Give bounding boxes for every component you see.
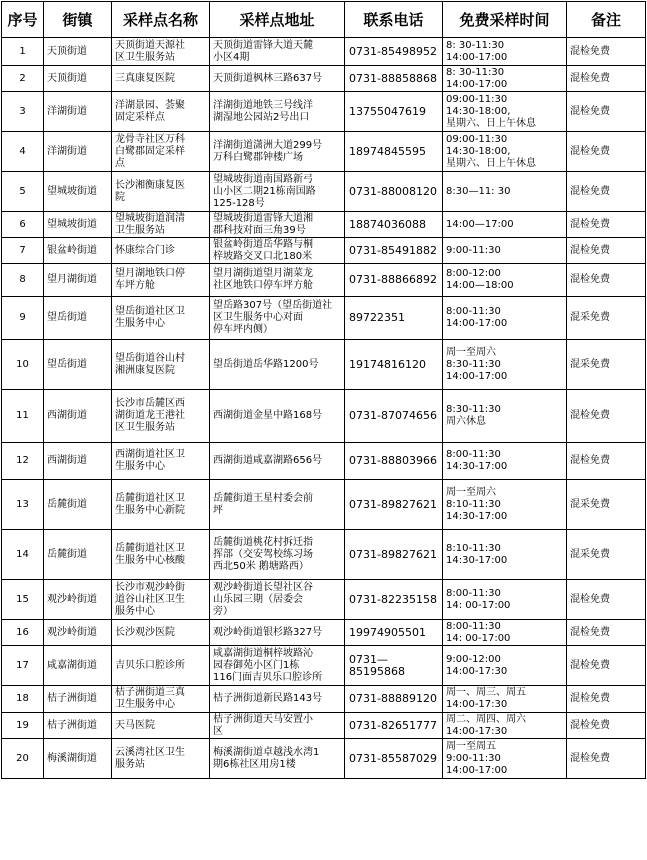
- street-cell: 桔子洲街道: [44, 713, 112, 739]
- street-cell: 望月湖街道: [44, 264, 112, 297]
- phone-cell: 19174816120: [345, 340, 443, 390]
- table-row: [2, 739, 646, 779]
- address-cell-line: 梅溪湖街道卓越浅水湾1: [213, 746, 320, 758]
- site-name-cell: [112, 38, 210, 66]
- time-cell-line: 14:00-17:00: [446, 78, 508, 90]
- site-name-cell: [112, 443, 210, 480]
- address-cell-line: 观沙岭街道长望社区谷: [213, 581, 313, 593]
- address-cell: [210, 646, 345, 686]
- time-cell-line: 周六休息: [446, 416, 486, 427]
- row-number: 17: [2, 646, 44, 686]
- address-cell: [210, 580, 345, 620]
- note-cell: 混检免费: [567, 646, 646, 686]
- street-cell: 咸嘉湖街道: [44, 646, 112, 686]
- table-row: [2, 297, 646, 340]
- site-name-cell-line: 桔子洲街道三真: [115, 687, 185, 698]
- site-name-cell-line: 区卫生服务站: [115, 422, 175, 433]
- note-cell: 混检免费: [567, 66, 646, 92]
- time-cell-line: 14:00-17:30: [446, 699, 508, 710]
- phone-cell: 19974905501: [345, 620, 443, 646]
- phone-cell: 13755047619: [345, 92, 443, 132]
- time-cell: [443, 297, 567, 340]
- address-cell-line: 桔子洲街道天马安置小: [213, 713, 313, 725]
- site-name-cell-line: 吉贝乐口腔诊所: [115, 659, 185, 671]
- note-cell: 混检免费: [567, 92, 646, 132]
- site-name-cell: [112, 739, 210, 779]
- row-number: 12: [2, 443, 44, 480]
- address-cell-line: 挥部（交安驾校练习场: [213, 548, 313, 560]
- time-cell: [443, 390, 567, 443]
- row-number: 6: [2, 212, 44, 238]
- site-name-cell-line: 岳麓街道社区卫: [115, 542, 185, 554]
- row-number: 2: [2, 66, 44, 92]
- note-cell: 混采免费: [567, 340, 646, 390]
- address-cell-line: 望月湖街道望月湖菜龙: [213, 268, 313, 279]
- header-address: 采样点地址: [210, 2, 345, 38]
- time-cell-line: 8:10-11:30: [446, 542, 501, 554]
- time-cell-line: 09:00-11:30: [446, 93, 508, 105]
- address-cell-line: 万科白鹭郡钟楼广场: [213, 151, 303, 163]
- phone-cell: 0731-88858868: [345, 66, 443, 92]
- note-cell: 混采免费: [567, 530, 646, 580]
- sampling-sites-table: [1, 1, 646, 779]
- address-cell: [210, 38, 345, 66]
- street-cell: 梅溪湖街道: [44, 739, 112, 779]
- table-row: [2, 620, 646, 646]
- site-name-cell-line: 服务站: [115, 758, 145, 770]
- time-cell-line: 14:00—18:00: [446, 280, 514, 291]
- time-cell-line: 14:00-17:30: [446, 725, 508, 737]
- site-name-cell-line: 卫生服务站: [115, 224, 165, 236]
- street-cell: 洋湖街道: [44, 132, 112, 172]
- time-cell-line: 8: 30-11:30: [446, 39, 505, 51]
- phone-cell: 0731-88008120: [345, 172, 443, 212]
- address-cell-line: 望岳路307号（望岳街道社: [213, 300, 333, 311]
- note-cell: 混检免费: [567, 580, 646, 620]
- time-cell-line: 8: 30-11:30: [446, 66, 505, 78]
- time-cell-line: 8:00-11:30: [446, 306, 501, 317]
- site-name-cell-line: 长沙市观沙岭街: [115, 581, 185, 593]
- row-number: 4: [2, 132, 44, 172]
- note-cell: 混检免费: [567, 212, 646, 238]
- phone-cell: 0731-88803966: [345, 443, 443, 480]
- street-cell: 西湖街道: [44, 443, 112, 480]
- time-cell: [443, 739, 567, 779]
- address-cell-line: 区: [213, 725, 223, 737]
- address-cell-line: 社区地铁口停车坪方舱: [213, 280, 313, 291]
- site-name-cell-line: 天马医院: [115, 719, 155, 731]
- time-cell-line: 14:30-18:00,: [446, 145, 511, 157]
- time-cell: [443, 530, 567, 580]
- address-cell-line: 岳麓街道王星村委会前: [213, 492, 313, 504]
- phone-cell: 0731-85491882: [345, 238, 443, 264]
- time-cell-line: 8:00-11:30: [446, 449, 501, 460]
- address-cell-line: 山小区二期21栋南国路: [213, 185, 316, 197]
- site-name-cell-line: 点: [115, 157, 125, 169]
- address-cell: [210, 132, 345, 172]
- site-name-cell-line: 长沙湘衡康复医: [115, 179, 185, 191]
- table-row: [2, 390, 646, 443]
- time-cell-line: 09:00-11:30: [446, 133, 508, 145]
- address-cell-line: 望岳街道岳华路1200号: [213, 358, 319, 370]
- address-cell-line: 116门面吉贝乐口腔诊所: [213, 671, 323, 683]
- address-cell-line: 旁）: [213, 605, 233, 617]
- site-name-cell-line: 云溪湾社区卫生: [115, 746, 185, 758]
- table-row: [2, 132, 646, 172]
- street-cell: 岳麓街道: [44, 530, 112, 580]
- address-cell: [210, 390, 345, 443]
- site-name-cell: [112, 238, 210, 264]
- header-street: 街镇: [44, 2, 112, 38]
- header-no: 序号: [2, 2, 44, 38]
- site-name-cell: [112, 713, 210, 739]
- table-header-row: [2, 2, 646, 38]
- table-row: [2, 530, 646, 580]
- street-cell: 观沙岭街道: [44, 580, 112, 620]
- street-cell: 银盆岭街道: [44, 238, 112, 264]
- address-cell-line: 望城坡街道雷锋大道湘: [213, 212, 313, 224]
- time-cell-line: 14:00-17:00: [446, 318, 508, 329]
- table-row: [2, 580, 646, 620]
- address-cell-line: 岳麓街道桃花村拆迁指: [213, 536, 313, 548]
- table-row: [2, 713, 646, 739]
- note-cell: 混采免费: [567, 480, 646, 530]
- time-cell-line: 14:30-17:00: [446, 554, 508, 566]
- street-cell: 望城坡街道: [44, 212, 112, 238]
- phone-cell: 0731-82651777: [345, 713, 443, 739]
- site-name-cell: [112, 646, 210, 686]
- site-name-cell-line: 生服务中心核酸: [115, 554, 185, 566]
- site-name-cell: [112, 480, 210, 530]
- street-cell: 望城坡街道: [44, 172, 112, 212]
- phone-cell: 0731-85498952: [345, 38, 443, 66]
- address-cell-line: 园春御苑小区门1栋: [213, 659, 300, 671]
- row-number: 3: [2, 92, 44, 132]
- phone-cell: 0731-85587029: [345, 739, 443, 779]
- time-cell: [443, 620, 567, 646]
- time-cell-line: 14:00-17:00: [446, 370, 508, 382]
- site-name-cell: [112, 132, 210, 172]
- address-cell-line: 小区4期: [213, 51, 250, 63]
- time-cell-line: 9:00-11:30: [446, 244, 501, 256]
- address-cell: [210, 713, 345, 739]
- table-row: [2, 646, 646, 686]
- time-cell-line: 8:30-11:30: [446, 404, 501, 415]
- time-cell-line: 8:00-12:00: [446, 268, 501, 279]
- row-number: 16: [2, 620, 44, 646]
- time-cell: [443, 264, 567, 297]
- site-name-cell-line: 西湖街道社区卫: [115, 449, 185, 460]
- row-number: 5: [2, 172, 44, 212]
- site-name-cell-line: 洋湖景园、荟聚: [115, 99, 185, 111]
- site-name-cell-line: 望月湖地铁口停: [115, 268, 185, 279]
- site-name-cell-line: 道谷山社区卫生: [115, 593, 185, 605]
- address-cell-line: 银盆岭街道岳华路与桐: [213, 238, 313, 250]
- note-cell: 混检免费: [567, 38, 646, 66]
- phone-cell: 0731-82235158: [345, 580, 443, 620]
- address-cell-line: 桔子洲街道新民路143号: [213, 693, 323, 704]
- note-cell: 混检免费: [567, 620, 646, 646]
- site-name-cell: [112, 92, 210, 132]
- site-name-cell-line: 生服务中心新院: [115, 504, 185, 516]
- site-name-cell-line: 望岳街道社区卫: [115, 306, 185, 317]
- site-name-cell: [112, 172, 210, 212]
- time-cell-line: 周二、周四、周六: [446, 713, 526, 725]
- address-cell-line: 观沙岭街道银杉路327号: [213, 626, 323, 638]
- address-cell-line: 郡科技对面三角39号: [213, 224, 306, 236]
- site-name-cell-line: 怀康综合门诊: [115, 244, 175, 256]
- note-cell: 混检免费: [567, 686, 646, 713]
- site-name-cell-line: 区卫生服务站: [115, 51, 175, 63]
- address-cell-line: 西湖街道咸嘉湖路656号: [213, 455, 323, 466]
- street-cell: 桔子洲街道: [44, 686, 112, 713]
- time-cell: [443, 212, 567, 238]
- street-cell: 天顶街道: [44, 66, 112, 92]
- time-cell: [443, 340, 567, 390]
- time-cell-line: 星期六、日上午休息: [446, 157, 536, 169]
- site-name-cell-line: 服务中心: [115, 605, 155, 617]
- note-cell: 混检免费: [567, 739, 646, 779]
- site-name-cell: [112, 340, 210, 390]
- site-name-cell-line: 院: [115, 191, 125, 203]
- site-name-cell: [112, 297, 210, 340]
- street-cell: 观沙岭街道: [44, 620, 112, 646]
- time-cell: [443, 713, 567, 739]
- table-row: [2, 172, 646, 212]
- time-cell: [443, 132, 567, 172]
- sampling-sites-table-wrapper: [1, 1, 646, 779]
- site-name-cell-line: 湖街道龙王港社: [115, 410, 185, 421]
- table-row: [2, 92, 646, 132]
- time-cell: [443, 443, 567, 480]
- phone-cell: 18874036088: [345, 212, 443, 238]
- address-cell-line: 坪: [213, 504, 223, 516]
- site-name-cell-line: 白鹭郡固定采样: [115, 145, 185, 157]
- time-cell: [443, 66, 567, 92]
- time-cell: [443, 646, 567, 686]
- time-cell: [443, 92, 567, 132]
- row-number: 8: [2, 264, 44, 297]
- address-cell-line: 区卫生服务中心对面: [213, 312, 303, 323]
- table-row: [2, 66, 646, 92]
- street-cell: 岳麓街道: [44, 480, 112, 530]
- note-cell: 混检免费: [567, 172, 646, 212]
- row-number: 18: [2, 686, 44, 713]
- phone-cell: 0731-89827621: [345, 530, 443, 580]
- phone-cell: 0731-87074656: [345, 390, 443, 443]
- time-cell: [443, 172, 567, 212]
- address-cell-line: 梓坡路交叉口北180米: [213, 250, 313, 262]
- street-cell: 望岳街道: [44, 297, 112, 340]
- time-cell-line: 周一、周三、周五: [446, 687, 526, 698]
- header-time: 免费采样时间: [443, 2, 567, 38]
- site-name-cell-line: 车坪方舱: [115, 280, 155, 291]
- time-cell-line: 周一至周六: [446, 486, 496, 498]
- address-cell-line: 洋湖街道潇洲大道299号: [213, 139, 323, 151]
- time-cell-line: 14:30-17:00: [446, 510, 508, 522]
- address-cell-line: 洋湖街道地铁三号线洋: [213, 99, 313, 111]
- time-cell: [443, 580, 567, 620]
- site-name-cell: [112, 530, 210, 580]
- site-name-cell-line: 湘洲康复医院: [115, 364, 175, 376]
- time-cell-line: 14:00-17:00: [446, 51, 508, 63]
- time-cell: [443, 480, 567, 530]
- row-number: 10: [2, 340, 44, 390]
- note-cell: 混检免费: [567, 443, 646, 480]
- street-cell: 洋湖街道: [44, 92, 112, 132]
- site-name-cell: [112, 686, 210, 713]
- address-cell: [210, 620, 345, 646]
- street-cell: 西湖街道: [44, 390, 112, 443]
- table-row: [2, 443, 646, 480]
- table-row: [2, 686, 646, 713]
- time-cell-line: 14:00-17:00: [446, 764, 508, 776]
- address-cell-line: 西北50米 鹅塘路西）: [213, 560, 309, 572]
- note-cell: 混采免费: [567, 297, 646, 340]
- time-cell-line: 星期六、日上午休息: [446, 117, 536, 129]
- address-cell-line: 山乐园三期（居委会: [213, 593, 303, 605]
- time-cell-line: 14:00-17:30: [446, 665, 508, 677]
- address-cell-line: 西湖街道金星中路168号: [213, 410, 323, 421]
- note-cell: 混检免费: [567, 713, 646, 739]
- table-row: [2, 480, 646, 530]
- time-cell-line: 8:30—11: 30: [446, 185, 511, 197]
- site-name-cell-line: 生服务中心: [115, 461, 165, 472]
- site-name-cell: [112, 580, 210, 620]
- address-cell: [210, 480, 345, 530]
- address-cell-line: 望城坡街道南国路新弓: [213, 173, 313, 185]
- site-name-cell-line: 固定采样点: [115, 111, 165, 123]
- street-cell: 天顶街道: [44, 38, 112, 66]
- time-cell-line: 14:00—17:00: [446, 218, 514, 230]
- time-cell-line: 8:10-11:30: [446, 498, 501, 510]
- note-cell: 混检免费: [567, 264, 646, 297]
- site-name-cell-line: 岳麓街道社区卫: [115, 492, 185, 504]
- time-cell-line: 8:00-11:30: [446, 620, 501, 632]
- phone-cell: 0731-88889120: [345, 686, 443, 713]
- header-site-name: 采样点名称: [112, 2, 210, 38]
- address-cell-line: 天顶街道雷锋大道天麓: [213, 39, 313, 51]
- site-name-cell-line: 长沙观沙医院: [115, 626, 175, 638]
- address-cell: [210, 686, 345, 713]
- header-phone: 联系电话: [345, 2, 443, 38]
- note-cell: 混检免费: [567, 238, 646, 264]
- site-name-cell-line: 天顶街道天源社: [115, 39, 185, 51]
- site-name-cell-line: 长沙市岳麓区西: [115, 398, 185, 409]
- address-cell: [210, 264, 345, 297]
- table-row: [2, 38, 646, 66]
- time-cell-line: 周一至周五: [446, 740, 496, 752]
- phone-cell: 18974845595: [345, 132, 443, 172]
- row-number: 9: [2, 297, 44, 340]
- row-number: 7: [2, 238, 44, 264]
- table-row: [2, 238, 646, 264]
- table-row: [2, 340, 646, 390]
- time-cell-line: 14: 00-17:00: [446, 632, 511, 644]
- address-cell: [210, 739, 345, 779]
- phone-cell: 89722351: [345, 297, 443, 340]
- time-cell-line: 14:30-18:00,: [446, 105, 511, 117]
- table-row: [2, 264, 646, 297]
- phone-cell: 0731-88866892: [345, 264, 443, 297]
- site-name-cell: [112, 212, 210, 238]
- time-cell: [443, 686, 567, 713]
- time-cell: [443, 38, 567, 66]
- table-body: [2, 38, 646, 779]
- street-cell: 望岳街道: [44, 340, 112, 390]
- phone-cell: 0731-89827621: [345, 480, 443, 530]
- row-number: 15: [2, 580, 44, 620]
- address-cell: [210, 238, 345, 264]
- table-row: [2, 212, 646, 238]
- time-cell-line: 8:00-11:30: [446, 587, 501, 599]
- site-name-cell-line: 生服务中心: [115, 318, 165, 329]
- time-cell-line: 14: 00-17:00: [446, 599, 511, 611]
- phone-cell: 0731—85195868: [345, 646, 443, 686]
- address-cell: [210, 92, 345, 132]
- note-cell: 混检免费: [567, 390, 646, 443]
- address-cell-line: 湖湿地公园站2号出口: [213, 111, 310, 123]
- time-cell-line: 9:00-12:00: [446, 653, 501, 665]
- row-number: 20: [2, 739, 44, 779]
- address-cell-line: 咸嘉湖街道桐梓坡路沁: [213, 647, 313, 659]
- row-number: 19: [2, 713, 44, 739]
- address-cell-line: 停车坪内侧）: [213, 324, 273, 335]
- row-number: 1: [2, 38, 44, 66]
- site-name-cell: [112, 264, 210, 297]
- site-name-cell-line: 龙骨寺社区万科: [115, 133, 185, 145]
- time-cell-line: 8:30-11:30: [446, 358, 501, 370]
- site-name-cell: [112, 390, 210, 443]
- site-name-cell-line: 卫生服务中心: [115, 699, 175, 710]
- time-cell-line: 9:00-11:30: [446, 752, 501, 764]
- address-cell: [210, 66, 345, 92]
- address-cell: [210, 340, 345, 390]
- time-cell-line: 14:30-17:00: [446, 461, 508, 472]
- header-note: 备注: [567, 2, 646, 38]
- address-cell-line: 期6栋社区用房1楼: [213, 758, 296, 770]
- address-cell-line: 125-128号: [213, 197, 265, 209]
- row-number: 13: [2, 480, 44, 530]
- address-cell: [210, 297, 345, 340]
- address-cell: [210, 530, 345, 580]
- address-cell: [210, 172, 345, 212]
- address-cell: [210, 443, 345, 480]
- row-number: 11: [2, 390, 44, 443]
- row-number: 14: [2, 530, 44, 580]
- time-cell: [443, 238, 567, 264]
- address-cell-line: 天顶街道枫林三路637号: [213, 72, 323, 84]
- site-name-cell-line: 望城坡街道润清: [115, 212, 185, 224]
- site-name-cell-line: 三真康复医院: [115, 72, 175, 84]
- site-name-cell: [112, 66, 210, 92]
- site-name-cell: [112, 620, 210, 646]
- site-name-cell-line: 望岳街道谷山村: [115, 352, 185, 364]
- note-cell: 混检免费: [567, 132, 646, 172]
- address-cell: [210, 212, 345, 238]
- time-cell-line: 周一至周六: [446, 346, 496, 358]
